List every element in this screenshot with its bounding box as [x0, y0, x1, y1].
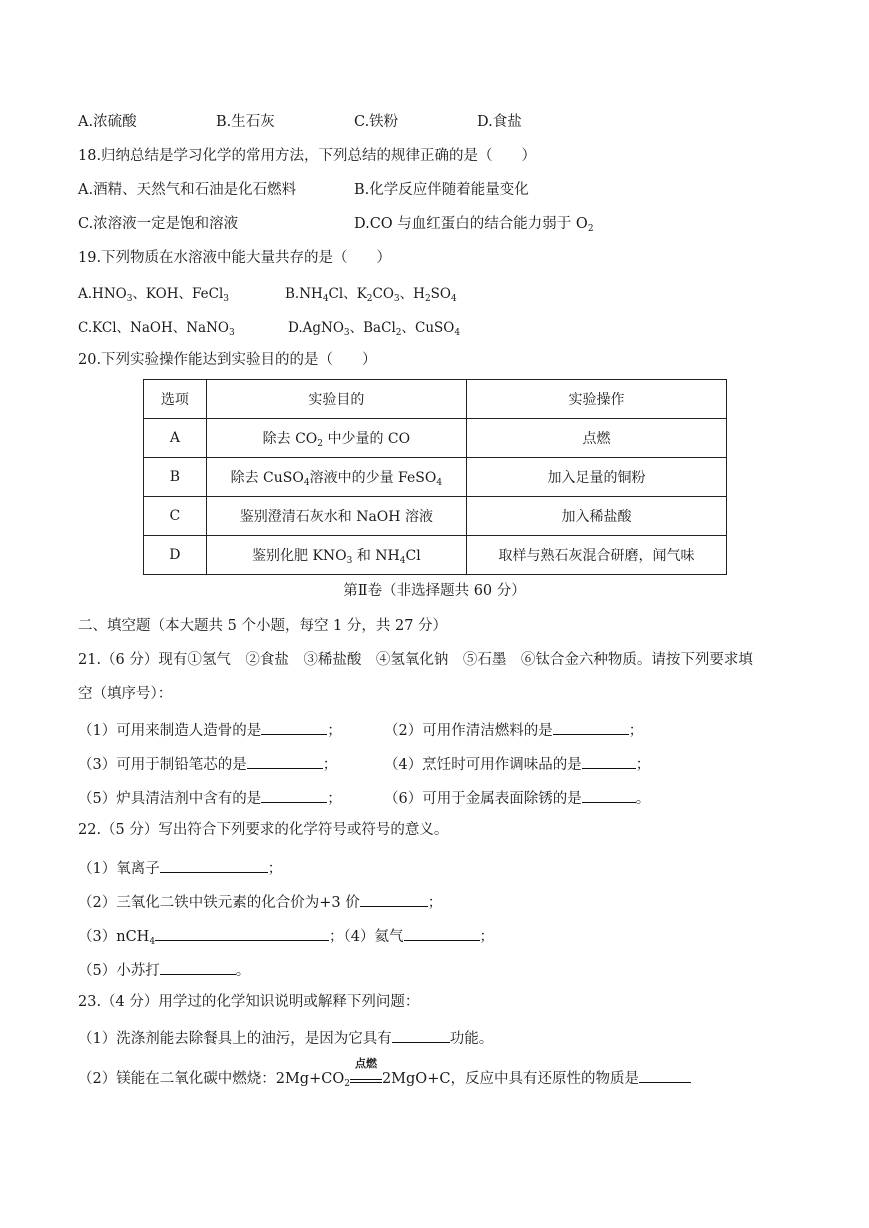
q17-option-b: B.生石灰 — [216, 114, 275, 130]
purpose-text: 除去 CuSO — [230, 470, 304, 486]
table-header-row — [144, 380, 727, 419]
q22-item-4-text: ；（4）氦气 — [329, 929, 404, 945]
header-operation: 实验操作 — [466, 380, 726, 419]
q19c-part: C.KCl、NaOH、NaNO — [78, 320, 229, 336]
row-operation: 加入稀盐酸 — [466, 497, 726, 536]
q19d-part: 、BaCl — [349, 320, 396, 336]
purpose-text: 和 NH — [352, 548, 400, 564]
q23-item-2-mid: 2MgO+C，反应中具有还原性的物质是 — [381, 1071, 639, 1087]
answer-blank[interactable] — [392, 1026, 450, 1043]
q19c-sub: 3 — [228, 328, 235, 338]
answer-blank[interactable] — [582, 752, 636, 769]
answer-blank[interactable] — [247, 752, 323, 769]
q19b-part: SO — [430, 286, 451, 302]
q19b-part: B.NH — [285, 286, 323, 302]
punctuation: ； — [427, 895, 443, 911]
q19b-part: CO — [372, 286, 394, 302]
q22-item-2 — [78, 890, 442, 913]
q23-item-2-sub: 2 — [344, 1079, 350, 1089]
punctuation: ； — [479, 929, 495, 945]
purpose-sub: 3 — [346, 556, 353, 566]
table-row — [144, 458, 727, 497]
q22-item-1 — [78, 856, 282, 879]
answer-blank[interactable] — [261, 718, 327, 735]
q19b-sub: 4 — [451, 294, 457, 304]
q18-stem: 18.归纳总结是学习化学的常用方法，下列总结的规律正确的是（ ） — [78, 148, 537, 164]
purpose-text: 除去 CO — [262, 431, 318, 447]
q18-option-b: B.化学反应伴随着能量变化 — [354, 182, 529, 198]
answer-blank[interactable] — [582, 786, 636, 803]
punctuation: ； — [628, 723, 644, 739]
part2-heading: 二、填空题（本大题共 5 个小题，每空 1 分，共 27 分） — [78, 618, 448, 634]
reaction-condition-label: 点燃 — [354, 1057, 377, 1070]
q22-item-5-text: （5）小苏打 — [78, 963, 160, 979]
q19b-sub: 3 — [393, 294, 400, 304]
q19a-sub: 3 — [126, 294, 133, 304]
row-purpose — [206, 536, 466, 575]
q21-item-1-text: （1）可用来制造人造骨的是 — [78, 723, 262, 739]
q19d-sub: 4 — [454, 328, 461, 338]
q19a-sub: 3 — [223, 294, 230, 304]
q22-item-2-text: （2）三氧化二铁中铁元素的化合价为+3 价 — [78, 895, 360, 911]
punctuation: ； — [635, 757, 651, 773]
q23-item-1 — [78, 1026, 493, 1049]
q22-item-3-4 — [78, 924, 494, 947]
row-purpose — [206, 458, 466, 497]
q22-stem: 22.（5 分）写出符合下列要求的化学符号或符号的意义。 — [78, 822, 449, 838]
row-option: B — [144, 458, 207, 497]
header-option: 选项 — [144, 380, 207, 419]
q18-option-d-sub: 2 — [587, 224, 594, 234]
header-purpose: 实验目的 — [206, 380, 466, 419]
q21-item-4-text: （4）烹饪时可用作调味品的是 — [384, 757, 582, 773]
q18-option-d — [354, 214, 594, 234]
q18-option-d-text: D.CO 与血红蛋白的结合能力弱于 O — [354, 216, 588, 232]
q21-item-4 — [384, 752, 650, 775]
answer-blank[interactable] — [155, 924, 329, 941]
punctuation: ； — [327, 791, 342, 807]
answer-blank[interactable] — [261, 786, 327, 803]
purpose-text: Cl — [405, 548, 421, 564]
q21-item-5 — [78, 786, 342, 809]
q23-item-2 — [78, 1057, 691, 1089]
q22-item-3-sub: 4 — [149, 937, 156, 947]
q21-item-3 — [78, 752, 337, 775]
q19b-sub: 2 — [424, 294, 431, 304]
double-line-equals — [350, 1079, 382, 1083]
q22-item-5 — [78, 958, 250, 981]
q19b-part: Cl、K — [328, 286, 367, 302]
q19-option-b — [285, 284, 457, 304]
q21-stem-line1: 21.（6 分）现有①氢气 ②食盐 ③稀盐酸 ④氢氧化钠 ⑤石墨 ⑥钛合金六种物质。请按下列要求填 — [78, 652, 753, 668]
row-purpose — [206, 419, 466, 458]
experiment-table — [143, 379, 727, 575]
table-row — [144, 536, 727, 575]
q19b-part: 、H — [399, 286, 425, 302]
row-operation: 点燃 — [466, 419, 726, 458]
row-purpose — [206, 497, 466, 536]
q23-stem: 23.（4 分）用学过的化学知识说明或解释下列问题： — [78, 994, 420, 1010]
purpose-text: 鉴别化肥 KNO — [252, 548, 347, 564]
q19d-sub: 2 — [395, 328, 402, 338]
q18-option-c: C.浓溶液一定是饱和溶液 — [78, 216, 239, 232]
q17-option-d: D.食盐 — [477, 114, 522, 130]
q21-item-5-text: （5）炉具清洁剂中含有的是 — [78, 791, 262, 807]
q19b-sub: 4 — [322, 294, 329, 304]
q21-item-2-text: （2）可用作清洁燃料的是 — [384, 723, 553, 739]
table-row — [144, 497, 727, 536]
purpose-sub: 4 — [436, 478, 443, 488]
row-operation: 加入足量的铜粉 — [466, 458, 726, 497]
answer-blank[interactable] — [553, 718, 629, 735]
q22-item-3-text: （3）nCH — [78, 929, 150, 945]
row-option: D — [144, 536, 207, 575]
q20-stem: 20.下列实验操作能达到实验目的的是（ ） — [78, 352, 377, 368]
q19-stem: 19.下列物质在水溶液中能大量共存的是（ ） — [78, 250, 392, 266]
q19-option-a — [78, 284, 229, 304]
q18-option-a: A.酒精、天然气和石油是化石燃料 — [78, 182, 297, 198]
q23-item-2-text: （2）镁能在二氧化碳中燃烧：2Mg+CO — [78, 1071, 345, 1087]
q21-item-6-text: （6）可用于金属表面除锈的是 — [384, 791, 582, 807]
purpose-sub: 2 — [317, 439, 323, 449]
q21-item-1 — [78, 718, 342, 741]
q19d-part: D.AgNO — [288, 320, 344, 336]
answer-blank[interactable] — [160, 856, 268, 873]
section2-title: 第Ⅱ卷（非选择题共 60 分） — [343, 583, 526, 599]
q19-option-c — [78, 318, 235, 338]
punctuation: ； — [327, 723, 342, 739]
q22-item-1-text: （1）氧离子 — [78, 861, 160, 877]
answer-blank[interactable] — [404, 924, 480, 941]
q19a-part: 、KOH、FeCl — [132, 286, 224, 302]
punctuation: ； — [267, 861, 283, 877]
purpose-text: 中少量的 CO — [323, 431, 411, 447]
q19d-sub: 3 — [343, 328, 350, 338]
punctuation: 。 — [635, 791, 651, 807]
q23-item-1-tail: 功能。 — [449, 1031, 494, 1047]
q21-item-6 — [384, 786, 650, 809]
q19a-part: A.HNO — [78, 286, 127, 302]
q17-option-a: A.浓硫酸 — [78, 114, 137, 130]
q17-option-c: C.铁粉 — [354, 114, 399, 130]
punctuation: 。 — [235, 963, 251, 979]
row-option: C — [144, 497, 207, 536]
purpose-sub: 4 — [399, 556, 406, 566]
purpose-text: 鉴别澄清石灰水和 NaOH 溶液 — [239, 509, 433, 525]
answer-blank[interactable] — [360, 890, 428, 907]
answer-blank[interactable] — [160, 958, 236, 975]
row-option: A — [144, 419, 207, 458]
purpose-text: 溶液中的少量 FeSO — [309, 470, 437, 486]
punctuation: ； — [322, 757, 338, 773]
reaction-condition-equals — [350, 1057, 382, 1083]
table-row — [144, 419, 727, 458]
q19d-part: 、CuSO — [401, 320, 455, 336]
answer-blank[interactable] — [639, 1066, 691, 1083]
q23-item-1-text: （1）洗涤剂能去除餐具上的油污，是因为它具有 — [78, 1031, 392, 1047]
q21-stem-line2: 空（填序号）： — [78, 686, 173, 702]
q19-option-d — [288, 318, 460, 338]
purpose-sub: 4 — [303, 478, 310, 488]
q19b-sub: 2 — [366, 294, 373, 304]
row-operation: 取样与熟石灰混合研磨，闻气味 — [466, 536, 726, 575]
q21-item-3-text: （3）可用于制铅笔芯的是 — [78, 757, 247, 773]
q21-item-2 — [384, 718, 643, 741]
